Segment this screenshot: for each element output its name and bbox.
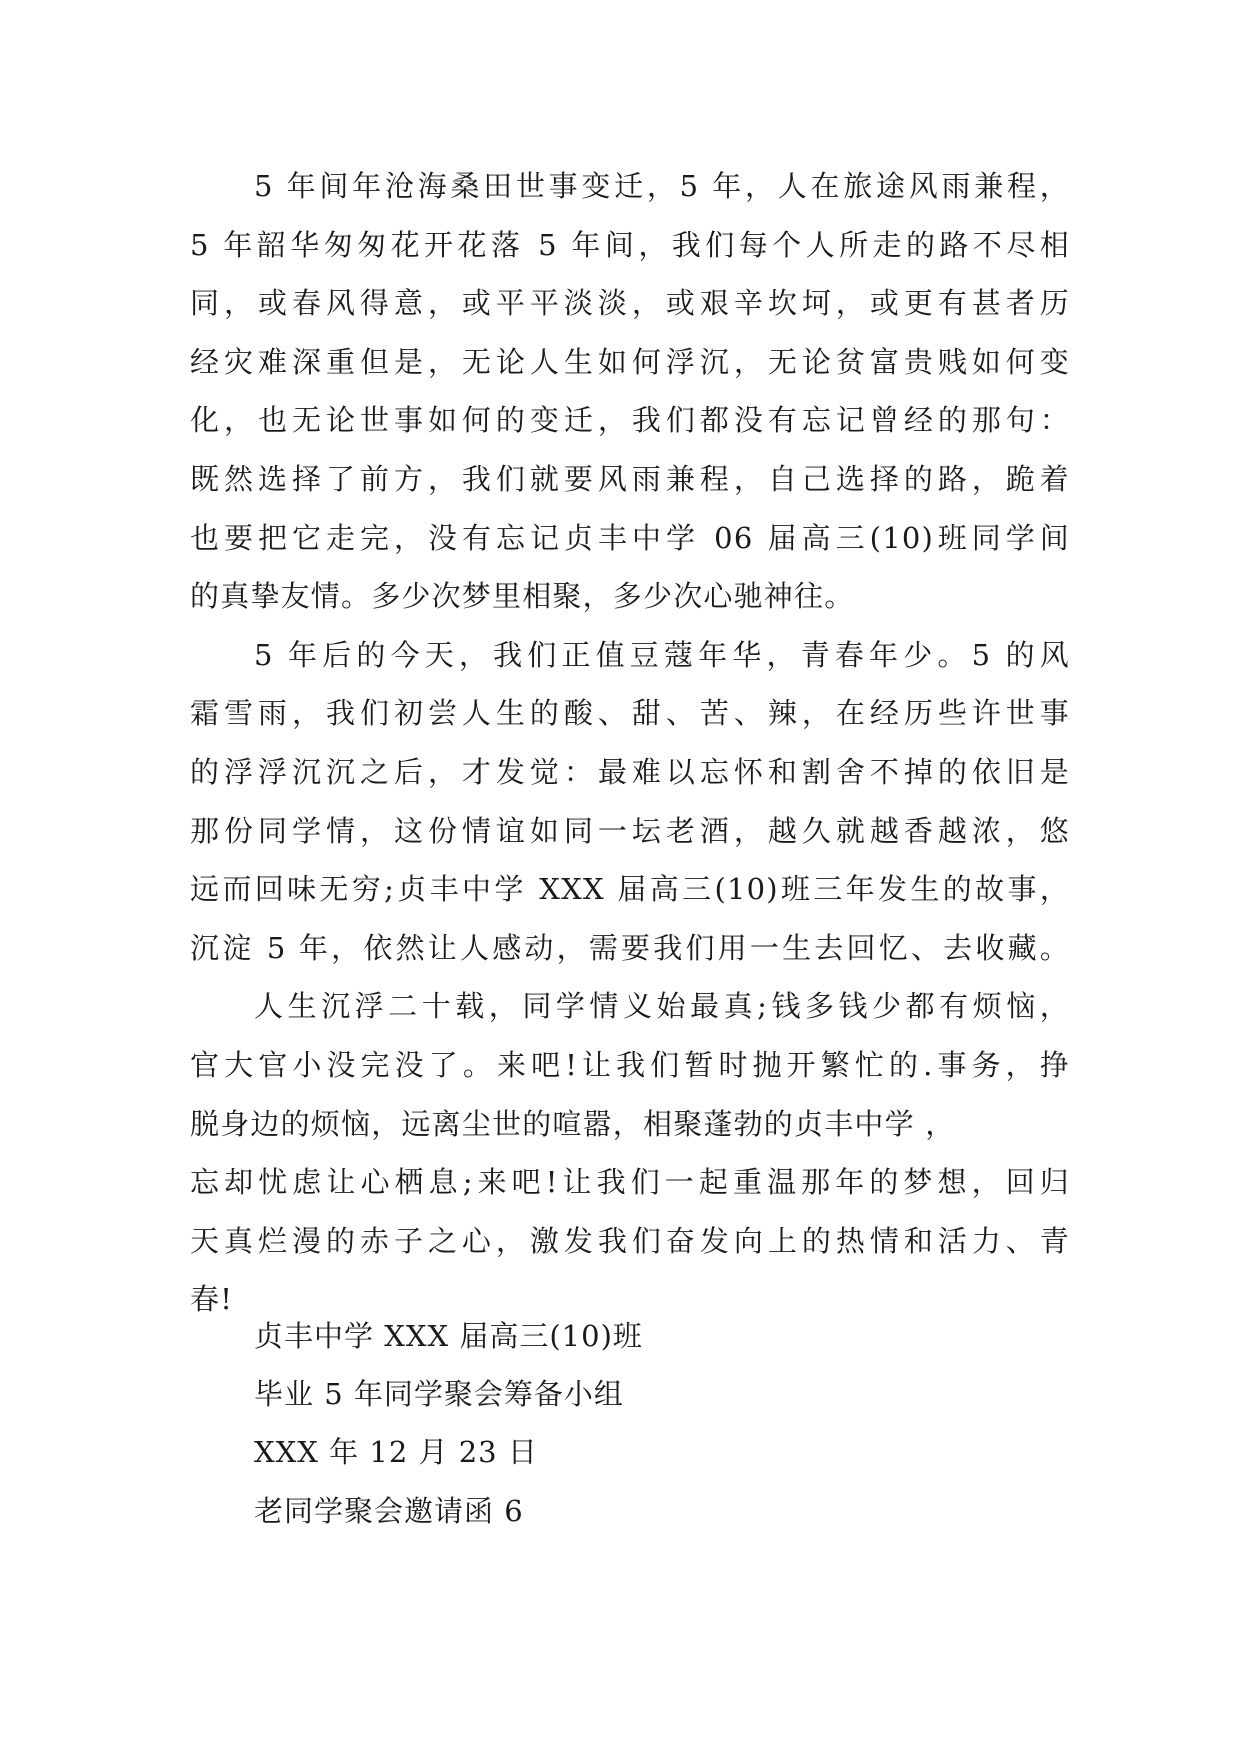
paragraph-3-line-4: 忘却忧虑让心栖息;来吧!让我们一起重温那年的梦想，回归 <box>190 1165 1070 1200</box>
paragraph-2-line-2: 霜雪雨，我们初尝人生的酸、甜、苦、辣，在经历些许世事 <box>190 696 1070 731</box>
paragraph-2-line-4: 那份同学情，这份情谊如同一坛老酒，越久就越香越浓，悠 <box>190 813 1070 848</box>
paragraph-1-line-7: 也要把它走完，没有忘记贞丰中学 06 届高三(10)班同学间 <box>190 520 1070 555</box>
paragraph-1-line-6: 既然选择了前方，我们就要风雨兼程，自己选择的路，跪着 <box>190 461 1070 496</box>
paragraph-1-line-1: 5 年间年沧海桑田世事变迁，5 年，人在旅途风雨兼程， <box>254 169 1070 203</box>
signature-class-name: 贞丰中学 XXX 届高三(10)班 <box>254 1319 643 1353</box>
paragraph-1-line-4: 经灾难深重但是，无论人生如何浮沉，无论贫富贵贱如何变 <box>190 344 1070 379</box>
paragraph-3-line-5: 天真烂漫的赤子之心，激发我们奋发向上的热情和活力、青 <box>190 1223 1070 1258</box>
next-section-title: 老同学聚会邀请函 6 <box>254 1494 524 1528</box>
signature-date: XXX 年 12 月 23 日 <box>254 1435 538 1469</box>
paragraph-1-line-8: 的真挚友情。多少次梦里相聚，多少次心驰神往。 <box>190 579 855 614</box>
paragraph-1-line-5: 化，也无论世事如何的变迁，我们都没有忘记曾经的那句： <box>190 403 1070 438</box>
signature-committee: 毕业 5 年同学聚会筹备小组 <box>254 1377 624 1411</box>
paragraph-3-line-6: 春! <box>190 1282 234 1317</box>
paragraph-1-line-2: 5 年韶华匆匆花开花落 5 年间，我们每个人所走的路不尽相 <box>190 227 1070 262</box>
paragraph-2-line-3: 的浮浮沉沉之后，才发觉：最难以忘怀和割舍不掉的依旧是 <box>190 754 1070 789</box>
paragraph-2-line-1: 5 年后的今天，我们正值豆蔻年华，青春年少。5 的风 <box>254 637 1070 672</box>
paragraph-1-line-3: 同，或春风得意，或平平淡淡，或艰辛坎坷，或更有甚者历 <box>190 286 1070 321</box>
paragraph-2-line-6: 沉淀 5 年，依然让人感动，需要我们用一生去回忆、去收藏。 <box>190 930 1070 965</box>
paragraph-3-line-2: 官大官小没完没了。来吧!让我们暂时抛开繁忙的.事务，挣 <box>190 1047 1070 1082</box>
paragraph-3-line-1: 人生沉浮二十载，同学情义始最真;钱多钱少都有烦恼， <box>254 989 1070 1024</box>
letter-body <box>190 157 1070 1329</box>
paragraph-2-line-5: 远而回味无穷;贞丰中学 XXX 届高三(10)班三年发生的故事， <box>190 872 1070 907</box>
paragraph-3-line-3: 脱身边的烦恼，远离尘世的喧嚣，相聚蓬勃的贞丰中学 ， <box>190 1106 956 1141</box>
